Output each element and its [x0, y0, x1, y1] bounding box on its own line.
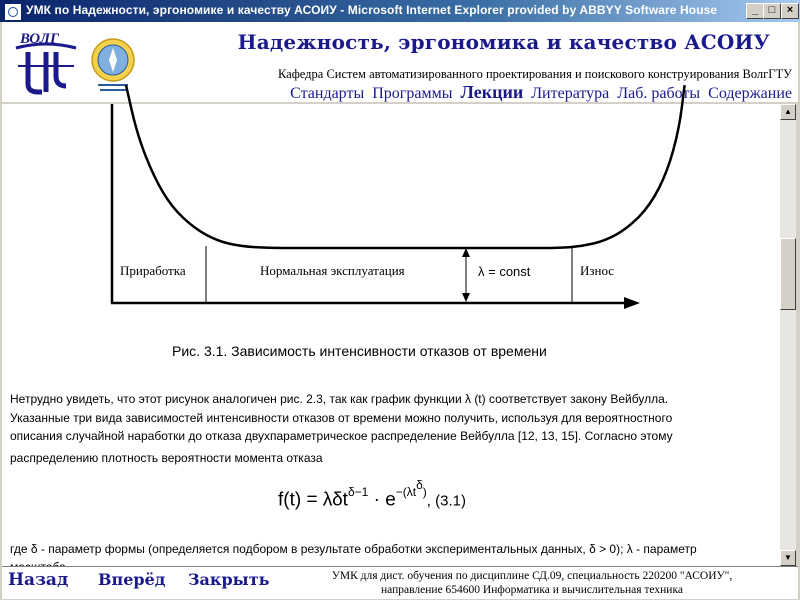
paragraph-line: где δ - параметр формы (определяется подбором в результате обработки экспериментальных данных, δ > 0); λ - параметр [10, 542, 697, 556]
maximize-button[interactable]: □ [763, 3, 781, 19]
region-label-wear-out: Износ [580, 263, 615, 278]
footer-line-2: направление 654600 Информатика и вычислительная техника [381, 584, 683, 596]
department-text: Кафедра Систем автоматизированного проектирования и поискового конструирования ВолгГТУ [277, 67, 792, 81]
page-footer [2, 566, 798, 599]
scroll-up-button[interactable]: ▲ [780, 104, 796, 120]
region-label-burn-in: Приработка [120, 263, 186, 278]
formula-3-1 [278, 478, 466, 511]
formula-lhs: f(t) = λδt [278, 489, 348, 511]
figure-caption: Рис. 3.1. Зависимость интенсивности отказов от времени [172, 343, 547, 359]
vertical-scrollbar[interactable] [780, 104, 796, 566]
window-title: УМК по Надежности, эргономике и качеству АСОИУ - Microsoft Internet Explorer provided by ABBYY Software House [26, 3, 718, 17]
x-axis-arrow [624, 297, 640, 309]
lambda-const-label: λ = const [478, 264, 531, 279]
formula-number: , (3.1) [426, 492, 466, 510]
formula-exp1: δ−1 [347, 485, 369, 499]
formula-exp2: −(λt [395, 485, 417, 499]
emblem-logo [90, 30, 136, 96]
region-label-normal: Нормальная эксплуатация [260, 263, 405, 278]
failure-rate-chart [2, 104, 780, 374]
lambda-arrow-bottom [462, 293, 470, 302]
back-button[interactable]: Назад [8, 570, 69, 590]
site-title: Надежность, эргономика и качество АСОИУ [237, 30, 770, 54]
formula-mid: · e [368, 489, 396, 511]
close-window-button[interactable]: × [781, 3, 799, 19]
window-title-bar [0, 0, 800, 22]
nav-literature-link[interactable]: Литература [531, 85, 610, 102]
paragraph-line: описания случайной наработки до отказа двухпараметрическое распределение Вейбулла [12, 13, 15]. Согласно этому [10, 429, 673, 443]
paragraph-line: Нетрудно увидеть, что этот рисунок аналогичен рис. 2.3, так как график функции λ (t) соответствует закону Вейбулла. [10, 392, 669, 406]
paragraph-line: Указанные три вида зависимостей интенсивности отказов от времени можно получить, используя для вероятностного [10, 410, 673, 425]
close-button[interactable]: Закрыть [188, 570, 270, 589]
content-area [2, 104, 780, 566]
ie-icon [4, 3, 22, 21]
top-navigation [286, 82, 792, 103]
nav-lectures-link[interactable]: Лекции [460, 82, 524, 102]
nav-labs-link[interactable]: Лаб. работы [617, 85, 701, 102]
volgtu-logo[interactable] [12, 26, 80, 96]
nav-contents-link[interactable]: Содержание [708, 85, 792, 102]
formula-exp3: δ [416, 478, 423, 492]
nav-standards-link[interactable]: Стандарты [290, 85, 365, 102]
minimize-button[interactable]: _ [746, 3, 764, 19]
nav-programs-link[interactable]: Программы [372, 85, 453, 102]
logo-text: ВОЛГ [20, 31, 60, 47]
bathtub-curve [126, 85, 685, 248]
paragraph [10, 390, 770, 467]
scroll-down-button[interactable]: ▼ [780, 550, 796, 566]
lambda-arrow-top [462, 248, 470, 257]
page-header [2, 22, 798, 102]
scroll-thumb[interactable] [780, 238, 796, 310]
forward-button[interactable]: Вперёд [98, 570, 166, 589]
formula-exp4: ) [422, 485, 427, 499]
footer-line-1: УМК для дист. обучения по дисциплине СД.09, специальность 220200 "АСОИУ", [331, 570, 733, 582]
footer-info [302, 569, 762, 597]
paragraph-line: распределению плотность вероятности момента отказа [10, 450, 323, 465]
